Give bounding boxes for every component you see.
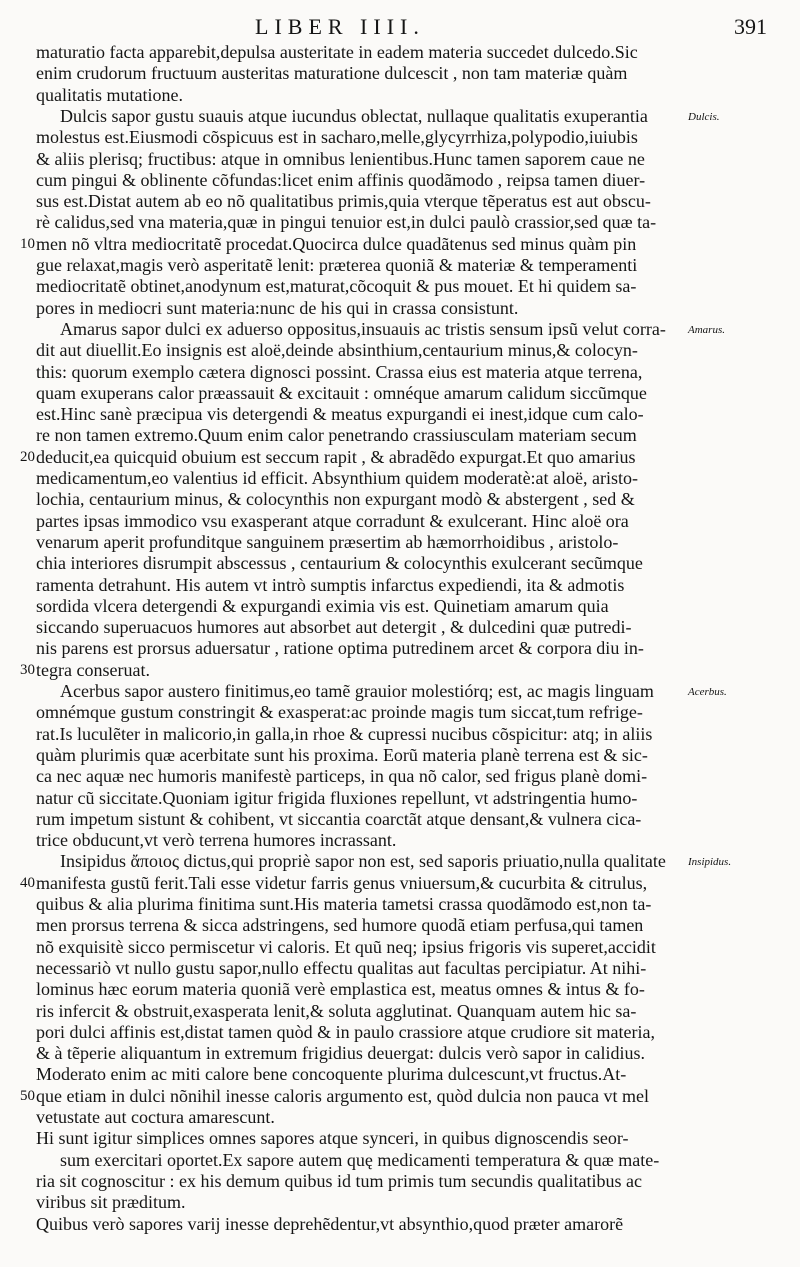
text-line: qualitatis mutatione. [36, 84, 183, 105]
text-line: siccando superuacuos humores aut absorbet aut detergit , & dulcedini quæ putredi- [36, 617, 632, 638]
page-number: 391 [734, 14, 767, 39]
text-line: tegra conseruat. [36, 659, 150, 680]
text-line: Dulcis sapor gustu suauis atque iucundus oblectat, nullaque qualitatis exuperantia [60, 105, 648, 126]
text-line: quàm plurimis quæ acerbitate sunt his proxima. Eorũ materia planè terrena est & sic- [36, 744, 648, 765]
text-line: nõ exquisitè sicco permiscetur vi caloris. Et quũ neq; ipsius frigoris vis superet,accidit [36, 936, 656, 957]
line-number: 10 [20, 235, 35, 252]
text-line: venarum aperit profunditque sanguinem præsertim ab hæmorrhoidibus , aristolo- [36, 531, 619, 552]
text-line: est.Hinc sanè præcipua vis detergendi & meatus expurgandi ei inest,idque cum calo- [36, 404, 644, 425]
running-head: LIBER IIII. [255, 14, 425, 39]
line-number: 40 [20, 874, 35, 891]
text-line: Quibus verò sapores varij inesse deprehẽdentur,vt absynthio,quod præter amarorẽ [36, 1213, 624, 1234]
text-line: manifesta gustũ ferit.Tali esse videtur farris genus vniuersum,& cucurbita & citrulus, [36, 872, 648, 893]
text-line: medicamentum,eo valentius id efficit. Absynthium quidem moderatè:at aloë, aristo- [36, 468, 639, 488]
text-line: & à tẽperie aliquantum in extremum frigidius deuergat: dulcis verò sapor in calidius. [36, 1043, 646, 1064]
text-line: quibus & alia plurima finitima sunt.His materia tametsi crassa quodãmodo est,non ta- [36, 894, 652, 914]
text-line: vetustate aut coctura amarescunt. [36, 1107, 275, 1127]
text-line: pores in mediocri sunt materia:nunc de his qui in crassa consistunt. [36, 297, 519, 318]
text-line: partes ipsas immodico vsu exasperant atque corradunt & exulcerant. Hinc aloë ora [36, 510, 629, 531]
text-line: Hi sunt igitur simplices omnes sapores atque synceri, in quibus dignoscendis seor- [36, 1128, 629, 1149]
text-line: trice obducunt,vt verò terrena humores incrassant. [36, 830, 397, 851]
text-line: ria sit cognoscitur : ex his demum quibus id tum primis tum secundis qualitatibus ac [36, 1170, 642, 1191]
text-line: deducit,ea quicquid obuium est seccum rapit , & abradẽdo expurgat.Et quo amarius [36, 446, 636, 467]
text-line: pori dulci affinis est,distat tamen quòd & in paulo crassiore atque crudiore sit materia, [36, 1021, 655, 1042]
text-line: chia interiores disrumpit abscessus , centaurium & colocynthis exulcerant secũmque [36, 553, 643, 574]
text-line: Amarus sapor dulci ex aduerso oppositus,insuauis ac tristis sensum ipsũ velut corra- [60, 318, 666, 339]
text-line: ris infercit & obstruit,exasperata lenit,& soluta agglutinat. Quanquam autem hic sa- [36, 1000, 637, 1021]
marginal-note: Insipidus. [688, 856, 732, 869]
line-number: 20 [20, 448, 35, 465]
text-line: lochia, centaurium minus, & colocynthis non expurgant modò & abstergent , sed & [36, 489, 635, 510]
text-line: Acerbus sapor austero finitimus,eo tamẽ grauior molestiórq; est, ac magis linguam [60, 681, 654, 701]
text-line: enim crudorum fructuum austeritas maturatione dulcescit , non tam materiæ quàm [36, 63, 628, 84]
text-line: quam exuperans calor præassauit & excitauit : omnéque amarum calidum siccũmque [36, 382, 647, 403]
text-line: que etiam in dulci nõnihil inesse caloris argumento est, quòd dulcia non pauca vt mel [36, 1085, 650, 1106]
text-line: sum exercitari oportet.Ex sapore autem quę medicamenti temperatura & quæ mate- [60, 1149, 660, 1170]
text-line: mediocritatẽ obtinet,anodynum est,maturat,cõcoquit & pus mouet. Et hi quidem sa- [36, 276, 637, 297]
text-line: cum pingui & oblinente cõfundas:licet enim affinis quodãmodo , reipsa tamen diuer- [36, 169, 646, 190]
text-line: rat.Is luculẽter in malicorio,in galla,in rhoe & cupressi nucibus cõspicitur: atq; in aliis [36, 723, 653, 744]
text-line: gue relaxat,magis verò asperitatẽ lenit: præterea quoniã & materiæ & temperamenti [36, 255, 638, 275]
text-line: molestus est.Eiusmodi cõspicuus est in sacharo,melle,glycyrrhiza,polypodio,iuiubis [36, 127, 638, 148]
text-line: omnémque gustum constringit & exasperat:ac proinde magis tum siccat,tum refrige- [36, 702, 643, 723]
line-number: 30 [20, 661, 35, 678]
text-line: ramenta detrahunt. His autem vt intrò sumptis infarctus expediendi, ita & admotis [36, 574, 625, 595]
text-line: this: quorum exemplo cætera dignosci possint. Crassa eius est materia atque terrena, [36, 361, 643, 382]
text-line: rè calidus,sed vna materia,quæ in pingui tenuior est,in dulci paulò crassior,sed quæ ta- [36, 212, 657, 233]
text-line: dit aut diuellit.Eo insignis est aloë,deinde absinthium,centaurium minus,& colocyn- [36, 340, 638, 361]
marginal-note: Amarus. [688, 323, 725, 336]
text-line: viribus sit præditum. [36, 1192, 186, 1213]
text-line: men prorsus terrena & sicca adstringens, sed humore quodã etiam perfusa,qui tamen [36, 915, 644, 936]
text-line: men nõ vltra mediocritatẽ procedat.Quocirca dulce quadãtenus sed minus quàm pin [36, 233, 637, 254]
text-line: lominus hæc eorum materia quoniã verè emplastica est, meatus omnes & intus & fo- [36, 979, 645, 1000]
text-line: necessariò vt nullo gustu sapor,nullo effectu qualitas aut facultas percipiatur. At nihi- [36, 957, 647, 978]
page-header [0, 14, 800, 44]
text-line: sordida vlcera detergendi & expurgandi eximia vis est. Quinetiam amarum quia [36, 595, 609, 616]
text-line: Moderato enim ac miti calore bene concoquente plurima dulcescunt,vt fructus.At- [36, 1064, 627, 1085]
text-line: natur cũ siccitate.Quoniam igitur frigida fluxiones repellunt, vt adstringentia humo- [36, 787, 638, 808]
text-line: nis parens est prorsus aduersatur , ratione optima putredinem arcet & corpora diu in- [36, 638, 644, 659]
text-line: re non tamen extremo.Quum enim calor penetrando crassiusculam materiam secum [36, 425, 637, 446]
marginal-note: Acerbus. [688, 686, 727, 698]
text-line: rum impetum sistunt & cohibent, vt siccantia coarctãt atque densant,& vulnera cica- [36, 808, 642, 829]
marginal-note: Dulcis. [688, 110, 720, 123]
line-number: 50 [20, 1087, 35, 1104]
text-line: & aliis plerisq; fructibus: atque in omnibus lenientibus.Hunc tamen saporem caue ne [36, 148, 645, 169]
text-line: sus est.Distat autem ab eo nõ qualitatibus primis,quia vterque tẽperatus est aut obscu- [36, 191, 651, 212]
text-line: Insipidus ἄποιος dictus,qui propriè sapor non est, sed saporis priuatio,nulla qualitate [60, 851, 666, 872]
text-line: ca nec aquæ nec humoris manifestè particeps, in qua nõ calor, sed frigus planè domi- [36, 766, 648, 787]
text-line: maturatio facta apparebit,depulsa austeritate in eadem materia succedet dulcedo.Sic [36, 42, 638, 62]
